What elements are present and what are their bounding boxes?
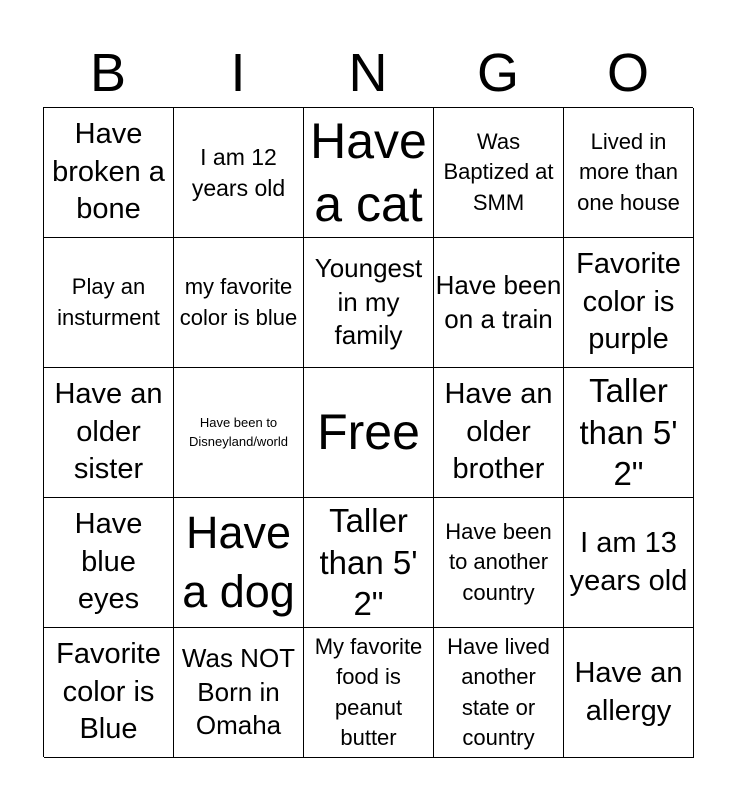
bingo-cell-r4c4[interactable] [434,498,564,628]
cell-text: Have broken a bone [52,117,165,226]
cell-text: Youngest in my family [314,252,423,351]
cell-text: Have an allergy [574,656,683,727]
bingo-cell-r5c3[interactable] [304,628,434,758]
bingo-cell-r1c5[interactable] [564,108,694,238]
header-letter-o: O [606,43,649,103]
bingo-cell-r4c2[interactable] [174,498,304,628]
bingo-cell-r1c4[interactable] [434,108,564,238]
bingo-cell-r2c1[interactable] [44,238,174,368]
cell-text: my favorite color is blue [179,274,298,330]
bingo-cell-r5c1[interactable] [44,628,174,758]
cell-text: Have a cat [310,113,427,232]
cell-text: Was NOT Born in Omaha [181,642,296,741]
bingo-cell-r2c2[interactable] [174,238,304,368]
cell-text: Lived in more than one house [577,128,680,215]
bingo-cell-r3c4[interactable] [434,368,564,498]
header-letter-i: I [230,43,246,103]
cell-text: Have an older sister [54,377,163,486]
cell-text: Was Baptized at SMM [443,128,554,215]
bingo-cell-r1c1[interactable] [44,108,174,238]
bingo-cell-r1c2[interactable] [174,108,304,238]
header-letter-g: G [476,43,519,103]
cell-text: Have a dog [182,507,295,617]
bingo-cell-r2c5[interactable] [564,238,694,368]
cell-text: Play an insturment [57,274,160,330]
bingo-cell-r3c3[interactable] [304,368,434,498]
cell-text: Have an older brother [444,377,553,486]
cell-text: Taller than 5' 2" [579,371,678,493]
cell-text: Have lived another state or country [447,633,550,750]
cell-text: Have been to Disneyland/world [189,414,288,449]
bingo-cell-r5c4[interactable] [434,628,564,758]
cell-text: Have blue eyes [74,507,143,616]
cell-text: Have been to another country [445,518,552,605]
bingo-cell-r3c2[interactable] [174,368,304,498]
bingo-cell-r4c3[interactable] [304,498,434,628]
bingo-cell-r4c1[interactable] [44,498,174,628]
bingo-cell-r2c4[interactable] [434,238,564,368]
bingo-cell-r5c2[interactable] [174,628,304,758]
cell-text: Have been on a train [435,269,562,334]
bingo-cell-r3c1[interactable] [44,368,174,498]
bingo-cell-r5c5[interactable] [564,628,694,758]
header-letter-n: N [348,43,388,103]
cell-text: Taller than 5' 2" [319,501,418,623]
cell-text: I am 12 years old [191,144,286,201]
bingo-header [43,40,693,106]
bingo-cell-r4c5[interactable] [564,498,694,628]
bingo-cell-r1c3[interactable] [304,108,434,238]
bingo-cell-r3c5[interactable] [564,368,694,498]
cell-text: Favorite color is Blue [56,637,161,746]
cell-text: My favorite food is peanut butter [314,633,423,750]
bingo-board [43,107,693,757]
free-space: Free [317,404,420,461]
cell-text: Favorite color is purple [576,247,681,356]
cell-text: I am 13 years old [569,526,688,597]
header-letter-b: B [89,43,127,103]
bingo-cell-r2c3[interactable] [304,238,434,368]
